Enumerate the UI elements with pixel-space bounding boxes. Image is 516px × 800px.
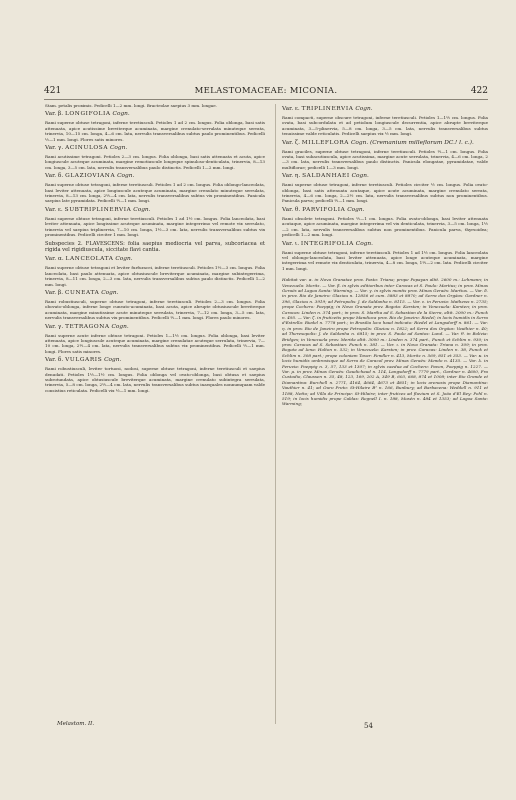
left-column bbox=[45, 103, 265, 393]
habitat-paragraph: Habitat var. α. in Nova Granatae prov. Pasto: Triana; prope Popayan altit. 2600 m.: Lehmann; in Venezuela: Moritz. — Var. β. in sylvis editioribus inter Caracas et S. Paulo: Martius; in prov. Minas Geraës ad Lagoa Santa: Warming. — Var. γ. in sylvis montis prov. Minas Geraës: Martius. — Var. δ. in prov. Rio de Janeiro: Glaziou n. 12856 et cum. 5883 et 8870; ad Serra dos Orgãos: Gardner n. 396, Glaziou n. 3919; ad Petropolis: J. de Saldanha n. 8115. — Var. ε. in Peruvia: Mathews n. 2735; prope Cochero: Poeppig; in Nova Granata prov. Bogota: Karsten; in Venezuela: Karsten; in prov. Caracas: Linden n. 374 part.; in prov. S. Martha ad S. Sebastian de la Sierra, altit. 2000 m.: Funck n. 495. — Var. ζ. in fruticetis prope Mandioca prov. Rio de Janeiro: Riedel; in locis humidis in Serra d'Estrella: Riedel n. 7778 part.; in Brasilia loco haud indicato: Riedel et Langsdorff n. 861. — Var. η. in prov. Rio de Janeiro prope Petropolis: Glaziou n. 1822; ad Serra dos Orgãos: Vauthier n. 40; ad Theresopolis: J. de Saldanha n. 6815; in prov. S. Paulo ad Santos: Lund. — Var. θ. in Bolivia: Bridges; in Venezuela prov. Merida altit. 3000 m.: Linden n. 374 part., Funck et Schlim n. 930; in prov. Caracas ad S. Sebastian: Funck n. 381. — Var. ι. in Nova Granata: Triana n. 309; in prov. Bogota ad Iena: Holton n. 532; in Venezuela: Karsten; in prov. Caracas: Linden n. 38, Funck et Schlim n. 308 part.; prope coloniam Tovar: Fendler n. 413, Moritz n. 569, 851 et 353. — Var. κ. in locis humidis umbrosisque ad Serra de Caracol prov. Minas Geraës: Mendo n. 4135. — Var. λ. in Peruvia: Poeppig n. 3, 57, 133 et 1307; in sylvis caedua ad Cochero: Pavon, Poeppig n. 1227. — Var. μ. in prov. Minas Geraës: Gaudichaud n. 114, Langsdorff n. 7779 part., Gardner n. 4600, Fra Custodio, Claussen n. 35, 48, 123, 169, 202 A, 349 B, 603, 668, 874 et 1008; inter Rio Grande et Diamantina: Burchell n. 2771, 4164, 4664, 4673 et 4851; in locis arenosis prope Diamantina: Vauthier n. 41; ad Ouro Preto: St-Hilaire B¹ n. 166, Bunbury; ad Barbacena: Weddell n. 911 et 1188, Netto; ad Villa de Principe: St-Hilaire; inter frutices ad fluvium et S. João d'El Rey: Pohl n. 519; in locis humidis prope Caldas: Regnell I. n. 188, Mosén n. 484 et 1353; ad Lagoa Santa: Warming; bbox=[282, 277, 488, 407]
variety-description: Rami superne acute inferne obtuse tetragoni. Petioles 1—1½ cm. longus. Folia oblonga, basi leviter attenuata, apice longiuscule acuteque acuminata, margine crenulatae acuteque serrulata, trinervia, 7—10 cm. longa, 2½—4 cm. lata, nervulis transversalibus subtus vix prominentibus. Pedicelli ½—1 mm. longi. Flores satis minores. bbox=[45, 332, 265, 354]
header-rule bbox=[44, 99, 488, 100]
right-column bbox=[282, 103, 488, 407]
subspecies-heading: Subspecies 2. FLAVESCENS: folia saepius mediocria vel parva, subcoriacea et rigida vel rigidiuscula, siccitate flavi cantia. bbox=[45, 240, 265, 253]
column-divider bbox=[275, 104, 276, 724]
variety-description: Rami superne obtuse tetragoni et leviter furfuracei, inferne teretiusculi. Petioles 1½—3 cm. longus. Folia lanceolata, basi paulo attenuata, apice obtusiuscule breviterque acuminata, margine subintegerrima, trinervia, 8—11 cm. longa, 2—3 cm. lata, nervulis transversalibus subtus paulo distinctis. Pedicelli 1—2 mm. longi. bbox=[45, 265, 265, 287]
page-number-right: 422 bbox=[470, 86, 488, 96]
page-number-left: 421 bbox=[44, 86, 62, 96]
variety-description: Rami compacti, superne obscure tetragoni, inferne teretiusculi. Petioles 1—1½ cm. longus. Folia ovata, basi subcordulata et ad petiolum longiuscule decurrentia, apice abrupte breviterque acuminata, 3—5-plinervia, 5—8 cm. longa, 3—5 cm. lata, nervulis transversalibus subtus tenuissime valde reticulatis. Pedicelli saepius vix ½ mm. longi. bbox=[282, 115, 488, 137]
variety-description: Rami superne obtuse tetragoni, inferne teretiusculi. Petioles circiter ½ cm. longus. Folia ovato-oblonga, basi satis attenuata acutaque, apice acute acuminata, margine crenulato serrata, trinervia, 4—6 cm. longa, 2—2½ cm. lata, nervulis transversalibus subtus non prominentibus. Panicula parva; pedicelli ½—1 mm. longi. bbox=[282, 182, 488, 204]
variety-heading: Var. η. SALDANHAEI Cogn. bbox=[282, 173, 369, 180]
variety-description: Rami superne obtuse tetragoni, inferne teretiusculi. Petioles 1 ad 1½ cm. longus. Folia lanceolata vel oblongo-lanceolata, basi leviter attenuata, apice longe acuteque acuminata, margine integerrima vel remote vix denticulata, trinervia, 4—8 cm. longa, 1½—2 cm. lata. Pedicelli circiter 1 mm. longi. bbox=[282, 249, 488, 271]
intro-paragraph: Stam. petalis proximis. Pedicelli 1—2 mm. longi. Bracteolae saepius 3 mm. longae. bbox=[45, 103, 217, 108]
variety-heading: Var. ε. SUBTRIPLINERVIA Cogn. bbox=[45, 206, 151, 213]
variety-heading: Var. β. CUNEATA Cogn. bbox=[45, 289, 119, 296]
running-header bbox=[44, 86, 488, 98]
variety-heading: Var. δ. GLAZIOVIANA Cogn. bbox=[45, 173, 135, 180]
variety-heading: Var. δ. VULGARIS Cogn. bbox=[45, 357, 122, 364]
variety-heading: Var. γ. ACINULOSA Cogn. bbox=[45, 145, 128, 152]
variety-description: Rami acutissime tetragoni. Petioles 2—3 cm. longus. Folia oblonga, basi satis attenuata et acuta, apice longiuscule acuteque acuminata, margine remotiuscule longeque spinuloso-denticulata, trinervia, 8—13 cm. longa, 3—5 cm. lata, nervulis transversalibus paulo distinctis. Pedicelli 1—2 mm. longi. bbox=[45, 154, 265, 170]
variety-description: Rami robustiusculi, leviter tortuosi, nodosi, superne obtuse tetragoni, inferne teretiusculi et saepius denudati. Petioles 1½—1½ cm. longus. Folia oblonga vel ovato-oblonga, basi obtusa et saepius subrotundata, apice obtusiuscule breviterque acuminata, margine crenulato subintegra serrulata, trinervia, 5—8 cm. longa, 2½—4 cm. lata, nervulis transversalibus subtus inaequales nonnumquam valde consistius reticulata. Pedicelli vix ½—1 mm. longi. bbox=[45, 366, 265, 393]
variety-heading: Var. ε. TRIPLINERVIA Cogn. bbox=[282, 106, 373, 112]
variety-heading: Var. θ. PARVIFOLIA Cogn. bbox=[282, 206, 365, 213]
variety-heading: Var. ι. INTEGRIFOLIA Cogn. bbox=[282, 240, 373, 247]
variety-heading: Var. ζ. MILLEFLORA Cogn. (Cremanium milleflorum DC.! l. c.). bbox=[282, 139, 474, 146]
variety-description: Rami robustiusculi, superne obtuse tetragoni, inferne teretiusculi. Petioles 2—3 cm. longus. Folia obovato-oblonga, inferne longe cuneato-acuminata, basi acuta, apice abrupte obtusiuscule breviterque acuminata, margine minutissime acute minuteque serrulata, trinervia, 7—12 cm. longa, 3—5 cm. lata, nervulis transversalibus subtus vix prominentibus. Pedicelli ½—1 mm. longi. Flores paulo minores. bbox=[45, 298, 265, 321]
variety-description: Rami superne obtuse tetragoni, inferne teretiusculi. Petioles 1 ad 2 cm. longus. Folia oblongo-lanceolata, basi leviter attenuata, apice longiuscule acuteque acuminata, margine crenulato minuteque serrulata, trinervia, 8—13 cm. longa, 2½—4 cm. lata, nervulis transversalibus subtus vix prominentibus. Panicula saepius late pyramidata. Pedicelli ½—1 mm. longi. bbox=[45, 182, 265, 204]
variety-heading: Var. β. LONGIFOLIA Cogn. bbox=[45, 111, 130, 118]
variety-description: Rami superne obtuse tetragoni, inferne teretiusculi. Petioles 1 ad 1½ cm. longus. Folia lanceolata, basi leviter attenuata, apice longissime acuteque acuminata, margine integerrimo vel remote vix serrulato, trinervia vel saepius triplinervia, 7—10 cm. longa, 1½—3 cm. lata, nervulis transversalibus subtus vix prominentibus. Pedicelli circiter 1 mm. longi. bbox=[45, 215, 265, 238]
sheet-number: 54 bbox=[364, 722, 373, 730]
variety-description: Rami obsolete tetragoni. Petioles ½—1 cm. longus. Folia ovato-oblonga, basi leviter attenuata acutaque, apice acuminata, margine integerrima vel vix denticulata, trinervia, 3—5 cm. longa, 1½—2 cm. lata, nervulis transversalibus subtus non prominentibus. Panicula parva, thyrsoidea; pedicelli 1—2 mm. longi. bbox=[282, 215, 488, 238]
variety-description: Rami superne obtuse tetragoni, inferne teretiusculi. Petioles 1 ad 2 cm. longus. Folia oblonga, basi satis attenuata, apice acutissime breviterque acuminata, margine crenulato-serrulata minuteque serrata, trinervia, 10—15 cm. longa, 4—6 cm. lata, nervulis transversalibus subtus paulo prominentibus. Pedicelli ½—1 mm. longi. Flores satis minores. bbox=[45, 120, 265, 142]
footer-signature: Melastom. II. bbox=[57, 721, 95, 727]
variety-heading: Var. α. LANCEOLATA Cogn. bbox=[45, 256, 133, 263]
variety-heading: Var. γ. TETRAGONA Cogn. bbox=[45, 323, 129, 330]
running-title: MELASTOMACEAE: MICONIA. bbox=[194, 86, 338, 96]
variety-description: Rami graciles, superne obtuse tetragoni, inferne teretiusculi. Petioles ½—1 cm. longus. Folia ovata, basi subacutiuscula, apice acutissima, margine acute serrulata, trinervia, 4—6 cm. longa, 2—3 cm. lata, nervulis transversalibus paulo distinctis. Panicula elongatae, pyramidatae, valde multiflorae; pedicelli 1—3 mm. longi. bbox=[282, 148, 488, 170]
